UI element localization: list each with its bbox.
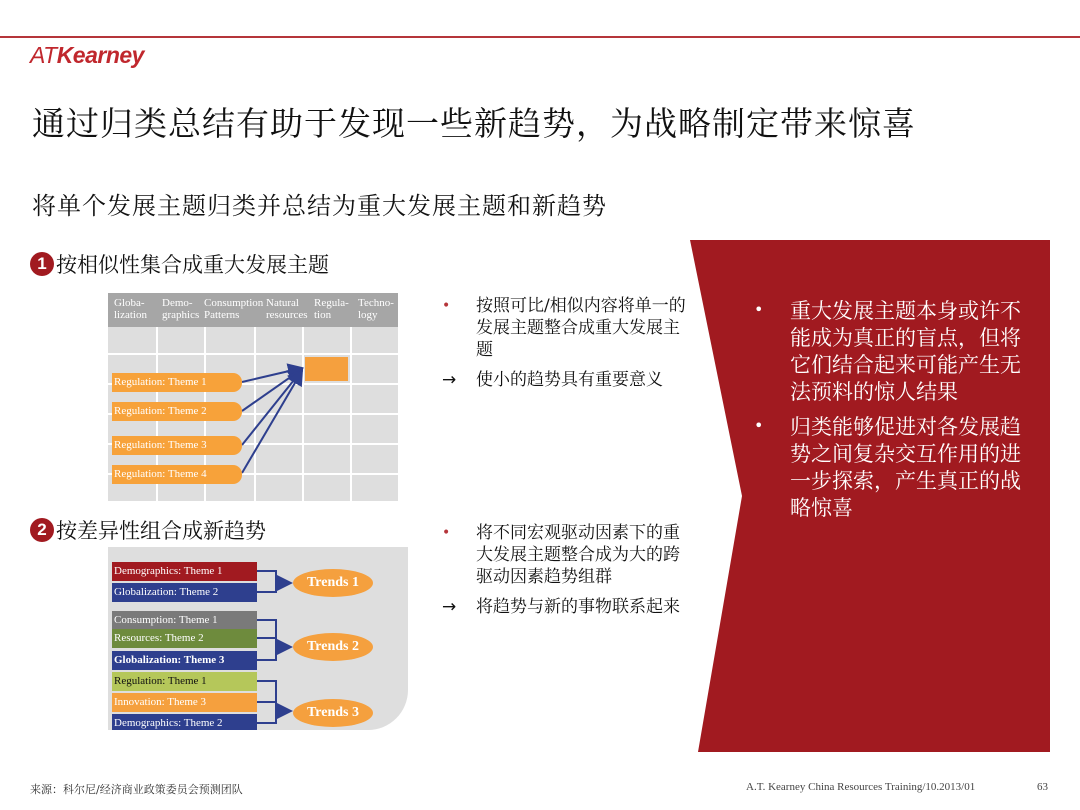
bullet-dot: • — [754, 300, 764, 319]
bullet-text: 使小的趋势具有重要意义 — [476, 370, 663, 390]
theme-pill: Regulation: Theme 3 — [112, 436, 242, 455]
grid-header-cell: Natural resources — [266, 297, 308, 321]
bullet-text: 将不同宏观驱动因素下的重大发展主题整合成为大的跨驱动因素趋势组群 — [476, 523, 680, 587]
theme-bar: Globalization: Theme 3 — [112, 651, 257, 670]
conclusion-point — [752, 298, 1022, 406]
conclusion-text: 归类能够促进对各发展趋势之间复杂交互作用的进一步探索，产生真正的战略惊喜 — [790, 415, 1021, 520]
arrow-icon: → — [442, 370, 457, 390]
theme-pill: Regulation: Theme 1 — [112, 373, 242, 392]
step-1-heading — [30, 249, 329, 279]
slide-title: 通过归类总结有助于发现一些新趋势，为战略制定带来惊喜 — [32, 104, 916, 143]
kearney-logo: ATKearney — [30, 42, 144, 68]
grid-header-cell: Regula- tion — [314, 297, 349, 321]
step-2-label: 按差异性组合成新趋势 — [56, 519, 266, 543]
header-rule — [0, 36, 1080, 38]
theme-pill: Regulation: Theme 2 — [112, 402, 242, 421]
theme-bar: Consumption: Theme 1 — [112, 611, 257, 630]
trend-bubble: Trends 1 — [293, 569, 373, 597]
slide-subtitle: 将单个发展主题归类并总结为重大发展主题和新趋势 — [32, 192, 607, 220]
conclusion-points — [752, 298, 1022, 530]
conclusion-point — [752, 414, 1022, 522]
source-note: 来源：科尔尼/经济商业政策委员会预测团队 — [30, 783, 243, 796]
bullet-dot: • — [442, 298, 451, 314]
bullet-dot: • — [442, 525, 451, 541]
step-1-number: 1 — [30, 252, 54, 276]
theme-bar: Demographics: Theme 1 — [112, 562, 257, 581]
conclusion-text: 重大发展主题本身或许不能成为真正的盲点，但将它们结合起来可能产生无法预料的惊人结果 — [790, 299, 1021, 404]
bullet-item — [436, 522, 686, 588]
theme-bar: Regulation: Theme 1 — [112, 672, 257, 691]
bullet-item — [436, 295, 686, 361]
step-2-number: 2 — [30, 518, 54, 542]
bullet-item — [436, 369, 686, 391]
theme-pill: Regulation: Theme 4 — [112, 465, 242, 484]
footer-info: A.T. Kearney China Resources Training/10.2013/01 — [746, 781, 976, 793]
theme-bar: Demographics: Theme 2 — [112, 714, 257, 730]
grid-header-cell: Consumption Patterns — [204, 297, 264, 321]
bullet-item — [436, 596, 686, 618]
bullet-text: 按照可比/相似内容将单一的发展主题整合成重大发展主题 — [476, 296, 686, 360]
similarity-grid-diagram — [108, 293, 398, 501]
page-number: 63 — [1037, 781, 1048, 793]
trend-grouping-diagram — [108, 547, 408, 730]
theme-bar: Innovation: Theme 3 — [112, 693, 257, 712]
trend-bubble: Trends 3 — [293, 699, 373, 727]
theme-bar: Resources: Theme 2 — [112, 629, 257, 648]
arrow-icon: → — [442, 597, 457, 617]
step-1-bullets — [436, 295, 686, 391]
trend-bubble: Trends 2 — [293, 633, 373, 661]
grid-header-cell: Demo- graphics — [162, 297, 200, 321]
grid-header-cell: Globa- lization — [114, 297, 147, 321]
theme-bar: Globalization: Theme 2 — [112, 583, 257, 602]
step-2-bullets — [436, 522, 686, 618]
bullet-text: 将趋势与新的事物联系起来 — [476, 597, 680, 617]
step-1-label: 按相似性集合成重大发展主题 — [56, 253, 329, 277]
grid-header-cell: Techno- logy — [358, 297, 394, 321]
bullet-dot: • — [754, 416, 764, 435]
step-2-heading — [30, 515, 266, 545]
